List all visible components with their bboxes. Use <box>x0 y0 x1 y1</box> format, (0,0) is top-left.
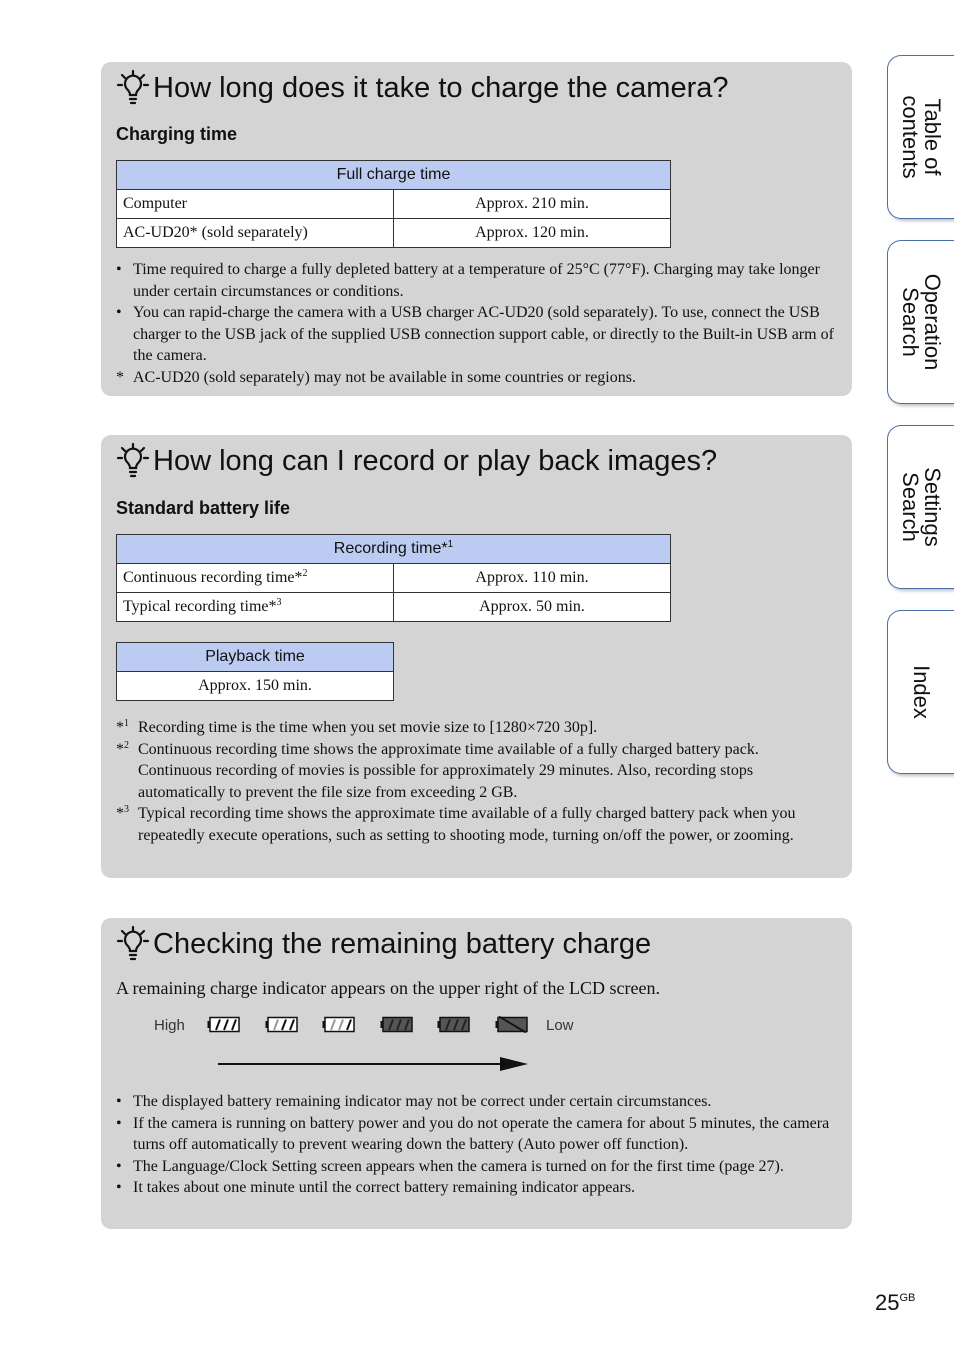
recording-table-header <box>117 535 671 564</box>
high-label: High <box>154 1017 185 1034</box>
list-item <box>116 1177 836 1199</box>
note-text: If the camera is running on battery power and you do not operate the camera for about 5 minutes, the camera turns off automatically to prevent wearing down the battery (Auto power off function). <box>133 1114 830 1153</box>
table-row <box>117 564 671 593</box>
tab-settings-search[interactable] <box>887 425 954 589</box>
record-subhead: Standard battery life <box>116 498 291 518</box>
list-item <box>116 259 836 302</box>
label-text: Continuous recording time* <box>123 569 303 586</box>
bullet: • <box>116 1114 122 1132</box>
recording-table <box>116 534 671 622</box>
charge-title <box>115 68 729 108</box>
bullet: • <box>116 261 122 278</box>
row-value: Approx. 50 min. <box>394 593 671 622</box>
record-panel <box>101 435 852 878</box>
charge-title-text: How long does it take to charge the camera? <box>153 71 729 104</box>
note-text: It takes about one minute until the correct battery remaining indicator appears. <box>133 1179 636 1196</box>
table-row <box>117 219 671 248</box>
page-suffix: GB <box>899 1292 916 1304</box>
label-text: Typical recording time* <box>123 598 277 615</box>
tab-label: Table of contents <box>897 95 945 179</box>
marker-number: 3 <box>124 804 129 815</box>
charge-table <box>116 160 671 248</box>
table-row <box>117 672 394 701</box>
marker-number: 2 <box>124 739 129 751</box>
list-item <box>116 1113 836 1156</box>
battery-low-icon <box>380 1016 414 1033</box>
footnote-ref: 2 <box>302 568 308 579</box>
high-to-low-arrow-icon <box>216 1054 532 1074</box>
footnote-text: Typical recording time shows the approximate time available of a fully charged battery pack when you repeatedly execute operations, such as setting to shooting mode, turning on/off the power, or zooming. <box>138 805 796 844</box>
row-value: Approx. 120 min. <box>394 219 671 248</box>
tab-index[interactable] <box>887 610 954 774</box>
playback-table <box>116 642 394 701</box>
hint-bulb-icon <box>115 69 151 107</box>
list-item <box>116 717 836 739</box>
footnote-ref: 3 <box>276 597 282 608</box>
note-text: Time required to charge a fully depleted battery at a temperature of 25°C (77°F). Charging may take longer under certain circumstances or conditions. <box>133 261 820 300</box>
row-label <box>117 564 394 593</box>
record-title-text: How long can I record or play back images? <box>153 444 718 477</box>
marker-star: * <box>116 740 124 758</box>
footnote-text: Recording time is the time when you set movie size to [1280×720 30p]. <box>138 719 598 736</box>
page-number <box>875 1290 915 1316</box>
note-text: The Language/Clock Setting screen appears when the camera is turned on for the first time (page 27). <box>133 1157 784 1175</box>
battery-mid-icon <box>322 1016 356 1033</box>
bullet: • <box>116 1093 122 1110</box>
row-value: Approx. 110 min. <box>394 564 671 593</box>
marker-star: * <box>116 805 124 822</box>
marker-star: * <box>116 719 124 736</box>
battery-high-icon <box>265 1016 299 1033</box>
bullet: • <box>116 304 122 321</box>
footnote-text: Continuous recording time shows the approximate time available of a fully charged battery pack. Continuous recording of movies is possible for approximately 29 minutes. Also, recording stops automatically to prevent the file size from exceeding 2 GB. <box>138 740 759 801</box>
battery-title <box>115 924 651 964</box>
marker-number: 1 <box>124 718 129 729</box>
tab-label: Settings Search <box>897 467 945 547</box>
charge-notes <box>116 259 836 388</box>
row-label <box>117 593 394 622</box>
note-text: The displayed battery remaining indicator may not be correct under certain circumstances. <box>133 1093 712 1110</box>
battery-intro: A remaining charge indicator appears on the upper right of the LCD screen. <box>116 978 660 998</box>
list-item <box>116 1156 836 1178</box>
battery-full-icon <box>207 1016 241 1033</box>
list-item <box>116 739 836 804</box>
low-label: Low <box>546 1017 574 1034</box>
note-text: AC-UD20 (sold separately) may not be available in some countries or regions. <box>133 368 636 386</box>
tab-label: Operation Search <box>897 273 945 371</box>
header-text: Recording time* <box>333 540 448 557</box>
bullet: • <box>116 1179 122 1196</box>
footnote-marker <box>116 803 129 825</box>
tab-operation-search[interactable] <box>887 240 954 404</box>
row-label: Computer <box>117 190 394 219</box>
playback-table-header: Playback time <box>117 643 394 672</box>
table-row <box>117 190 671 219</box>
list-item <box>116 367 836 389</box>
note-text: You can rapid-charge the camera with a USB charger AC-UD20 (sold separately). To use, connect the USB charger to the USB jack of the supplied USB connection support cable, or directly to the Built-in USB arm of the camera. <box>133 304 834 364</box>
battery-exhausted-icon <box>495 1016 529 1033</box>
hint-bulb-icon <box>115 925 151 963</box>
list-item <box>116 1091 836 1113</box>
list-item <box>116 803 836 846</box>
list-item <box>116 302 836 367</box>
record-footnotes <box>116 717 836 846</box>
battery-title-text: Checking the remaining battery charge <box>153 927 652 960</box>
bullet: • <box>116 1157 122 1175</box>
row-value: Approx. 150 min. <box>117 672 394 701</box>
row-label: AC-UD20* (sold separately) <box>117 219 394 248</box>
footnote-ref: 1 <box>447 539 454 550</box>
battery-notes <box>116 1091 836 1199</box>
record-title <box>115 441 717 481</box>
charge-table-header: Full charge time <box>117 161 671 190</box>
footnote-marker <box>116 739 129 761</box>
bullet: * <box>116 368 124 386</box>
tab-table-of-contents[interactable] <box>887 55 954 219</box>
footnote-marker <box>116 717 129 739</box>
tab-label: Index <box>908 665 934 719</box>
battery-empty-icon <box>437 1016 471 1033</box>
charge-panel <box>101 62 852 396</box>
row-value: Approx. 210 min. <box>394 190 671 219</box>
hint-bulb-icon <box>115 442 151 480</box>
page-number-value: 25 <box>875 1290 900 1315</box>
table-row <box>117 593 671 622</box>
charge-subhead: Charging time <box>116 124 238 144</box>
